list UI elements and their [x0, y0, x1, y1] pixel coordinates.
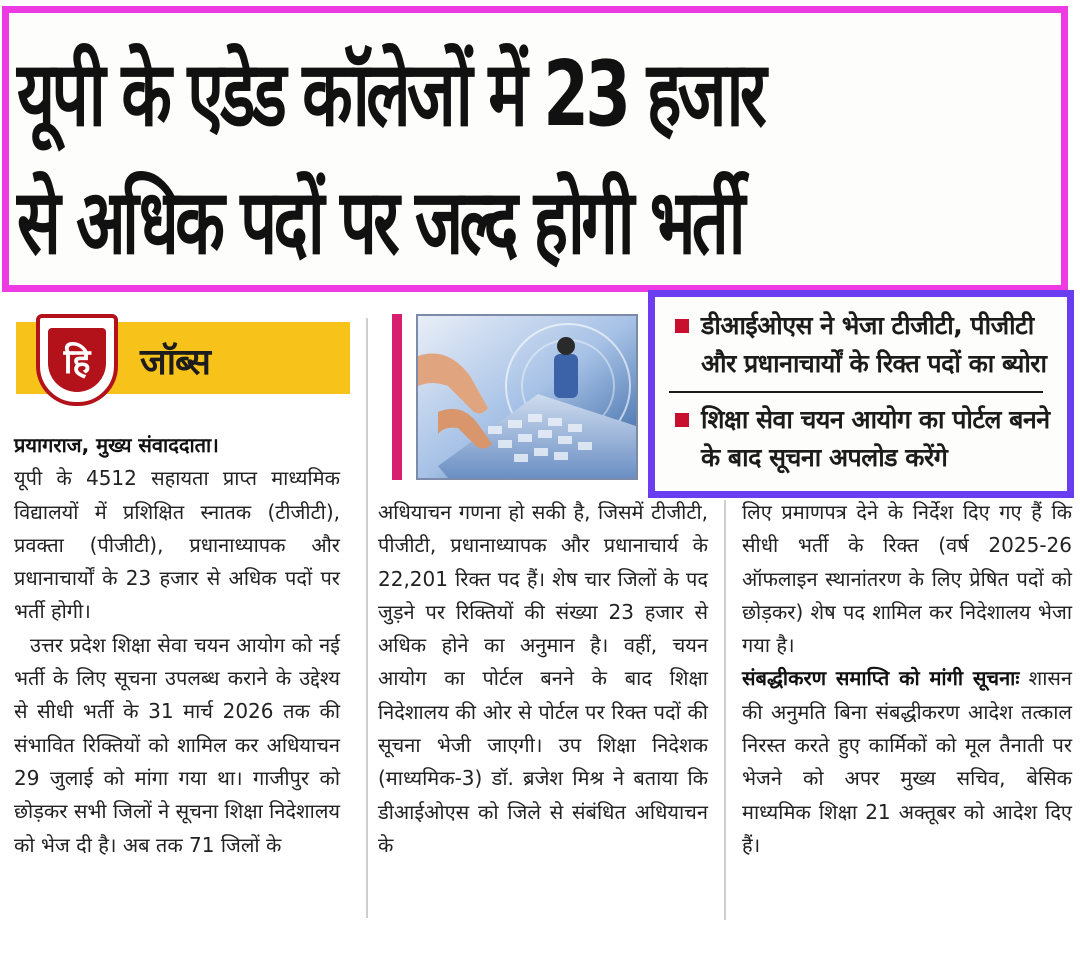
- paragraph: यूपी के 4512 सहायता प्राप्त माध्यमिक विद्यालयों में प्रशिक्षित स्नातक (टीजीटी), प्रवक्ता (पीजीटी), प्रधानाध्यापक और प्रधानाचार्यों के 23 हजार से अधिक पदों पर भर्ती होगी।: [14, 466, 340, 624]
- keyboard-photo-art: [418, 316, 636, 478]
- paragraph: अधियाचन गणना हो सकी है, जिसमें टीजीटी, पीजीटी, प्रधानाध्यापक और प्रधानाचार्य के 22,201 रिक्त पद हैं। शेष चार जिलों के पद जुड़ने पर रिक्तियों की संख्या 23 हजार से अधिक होने का अनुमान है। वहीं, चयन आयोग का पोर्टल बनने के बाद शिक्षा निदेशालय की ओर से पोर्टल पर रिक्त पदों की सूचना भेजी जाएगी। उप शिक्षा निदेशक (माध्यमिक-3) डॉ. ब्रजेश मिश्र ने बताया कि डीआईओएस को जिले से संबंधित अधियाचन के: [378, 500, 708, 857]
- highlight-text: डीआईओएस ने भेजा टीजीटी, पीजीटी और प्रधानाचार्यों के रिक्त पदों का ब्योरा: [701, 311, 1047, 378]
- headline-line-1: यूपी के एडेड कॉलेजों में 23 हजार: [17, 42, 764, 147]
- column-divider: [724, 500, 726, 920]
- jobs-section-banner: [16, 322, 350, 394]
- highlight-divider: [669, 391, 1043, 393]
- column-divider: [366, 318, 368, 918]
- highlights-box: [648, 290, 1074, 498]
- keyboard-photo: [416, 314, 638, 480]
- red-square-bullet-icon: [675, 413, 689, 427]
- logo-letter: हि: [48, 328, 106, 392]
- article-column-2: [378, 496, 708, 862]
- paragraph: लिए प्रमाणपत्र देने के निर्देश दिए गए हैं कि सीधी भर्ती के रिक्त (वर्ष 2025-26 ऑफलाइन स्थानांतरण के लिए प्रेषित पदों को छोड़कर) शेष पद शामिल कर निदेशालय भेजा गया है।: [742, 500, 1072, 658]
- highlight-item: [671, 307, 1055, 383]
- paragraph: उत्तर प्रदेश शिक्षा सेवा चयन आयोग को नई भर्ती के लिए सूचना उपलब्ध कराने के उद्देश्य से सीधी भर्ती के 31 मार्च 2026 तक की संभावित रिक्तियों को शामिल कर अधियाचन 29 जुलाई को मांगा गया था। गाजीपुर को छोड़कर सभी जिलों ने सूचना शिक्षा निदेशालय को भेज दी है। अब तक 71 जिलों के: [14, 632, 340, 857]
- subhead: संबद्धीकरण समाप्ति को मांगी सूचनाः: [742, 666, 1020, 691]
- dateline: प्रयागराज, मुख्य संवाददाता।: [14, 433, 219, 457]
- red-square-bullet-icon: [675, 319, 689, 333]
- highlight-text: शिक्षा सेवा चयन आयोग का पोर्टल बनने के बाद सूचना अपलोड करेंगे: [701, 405, 1050, 472]
- section-label: जॉब्स: [140, 342, 210, 383]
- hindustan-logo-icon: [36, 314, 118, 406]
- article-column-1: [14, 429, 340, 862]
- article-column-3: [742, 496, 1072, 862]
- headline-line-2: से अधिक पदों पर जल्द होगी भर्ती: [17, 170, 742, 275]
- photo-accent-bar: [392, 314, 402, 480]
- paragraph: शासन की अनुमति बिना संबद्धीकरण आदेश तत्काल निरस्त करते हुए कार्मिकों को मूल तैनाती पर भेजने को अपर मुख्य सचिव, बेसिक माध्यमिक शिक्षा 21 अक्तूबर को आदेश दिए हैं।: [742, 666, 1072, 857]
- highlight-item: [671, 401, 1055, 477]
- headline-box: [2, 6, 1068, 292]
- subhead-paragraph: [742, 662, 1072, 862]
